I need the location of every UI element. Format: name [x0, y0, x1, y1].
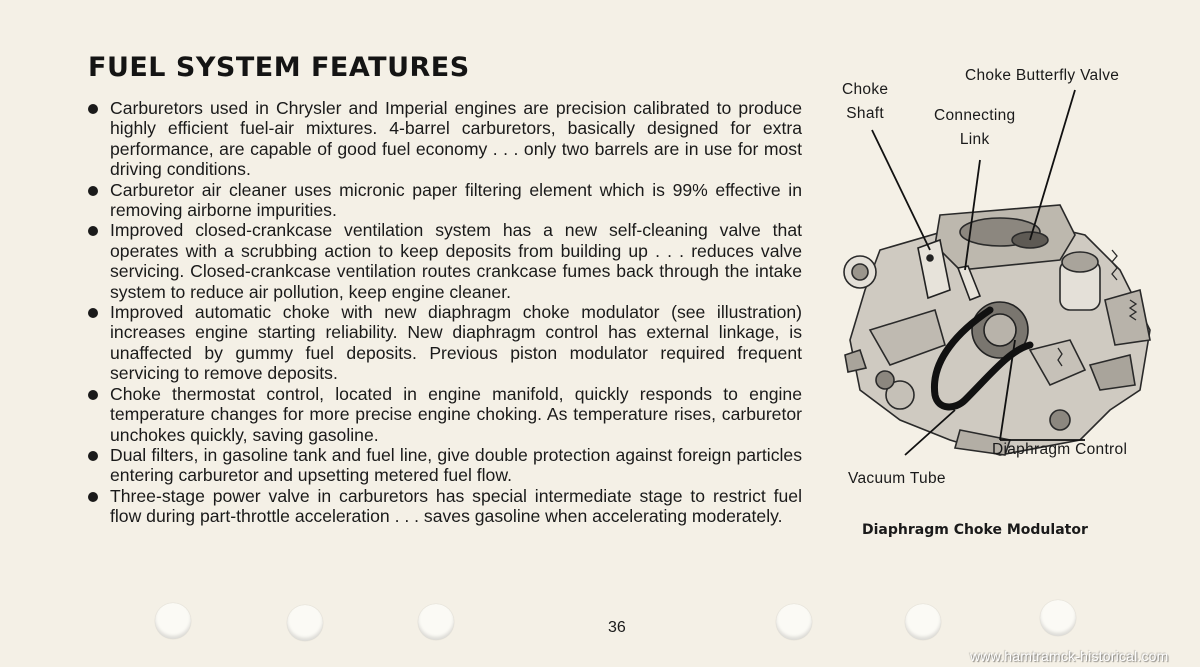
- feature-text: Three-stage power valve in carburetors has special intermediate stage to restrict fuel flow during part-throttle acceleration . . . saves gasoline when accelerating moderately.: [110, 485, 802, 527]
- label-choke-shaft: [842, 78, 888, 126]
- watermark: www.hamtramck-historical.com: [970, 648, 1169, 664]
- label-diaphragm-control: Diaphragm Control: [992, 441, 1128, 458]
- binder-hole: [418, 604, 454, 640]
- label-vacuum-tube: Vacuum Tube: [848, 470, 946, 487]
- binder-hole: [776, 604, 812, 640]
- label-choke-shaft-line2: Shaft: [846, 105, 884, 122]
- label-connecting-link-line1: Connecting: [934, 107, 1016, 124]
- label-connecting-link: [934, 104, 1015, 152]
- label-choke-butterfly-valve: Choke Butterfly Valve: [965, 67, 1120, 84]
- binder-hole: [1040, 600, 1076, 636]
- figure-caption: Diaphragm Choke Modulator: [862, 522, 1088, 538]
- label-choke-shaft-line1: Choke: [842, 81, 889, 98]
- feature-text: Choke thermostat control, located in engine manifold, quickly responds to engine temperature changes for more precise engine choking. As temperature rises, carburetor unchokes quickly, saving gasoline.: [110, 383, 802, 445]
- binder-hole: [155, 603, 191, 639]
- page-number: 36: [608, 619, 626, 636]
- feature-text: Dual filters, in gasoline tank and fuel line, give double protection against foreign particles entering carburetor and upsetting metered fuel flow.: [110, 444, 802, 486]
- feature-text: Improved closed-crankcase ventilation system has a new self-cleaning valve that operates with a scrubbing action to keep deposits from building up . . . reduces valve servicing. Closed-crankcase ventilation routes crankcase fumes back through the intake system to reduce air pollution, keep engine cleaner.: [110, 220, 802, 302]
- feature-text: Improved automatic choke with new diaphragm choke modulator (see illustration) increases engine starting reliability. New diaphragm control has external linkage, is unaffected by gummy fuel deposits. Previous piston modulator required frequent servicing to remove deposits.: [110, 302, 802, 384]
- binder-hole: [905, 604, 941, 640]
- feature-text: Carburetors used in Chrysler and Imperial engines are precision calibrated to produce highly efficient fuel-air mixtures. 4-barrel carburetors, basically designed for extra performance, are capable of good fuel economy . . . only two barrels are in use for most driving conditions.: [110, 98, 802, 180]
- binder-hole: [287, 605, 323, 641]
- feature-text: Carburetor air cleaner uses micronic paper filtering element which is 99% effective in removing airborne impurities.: [110, 179, 802, 221]
- label-connecting-link-line2: Link: [959, 131, 990, 148]
- page-title: FUEL SYSTEM FEATURES: [88, 52, 470, 83]
